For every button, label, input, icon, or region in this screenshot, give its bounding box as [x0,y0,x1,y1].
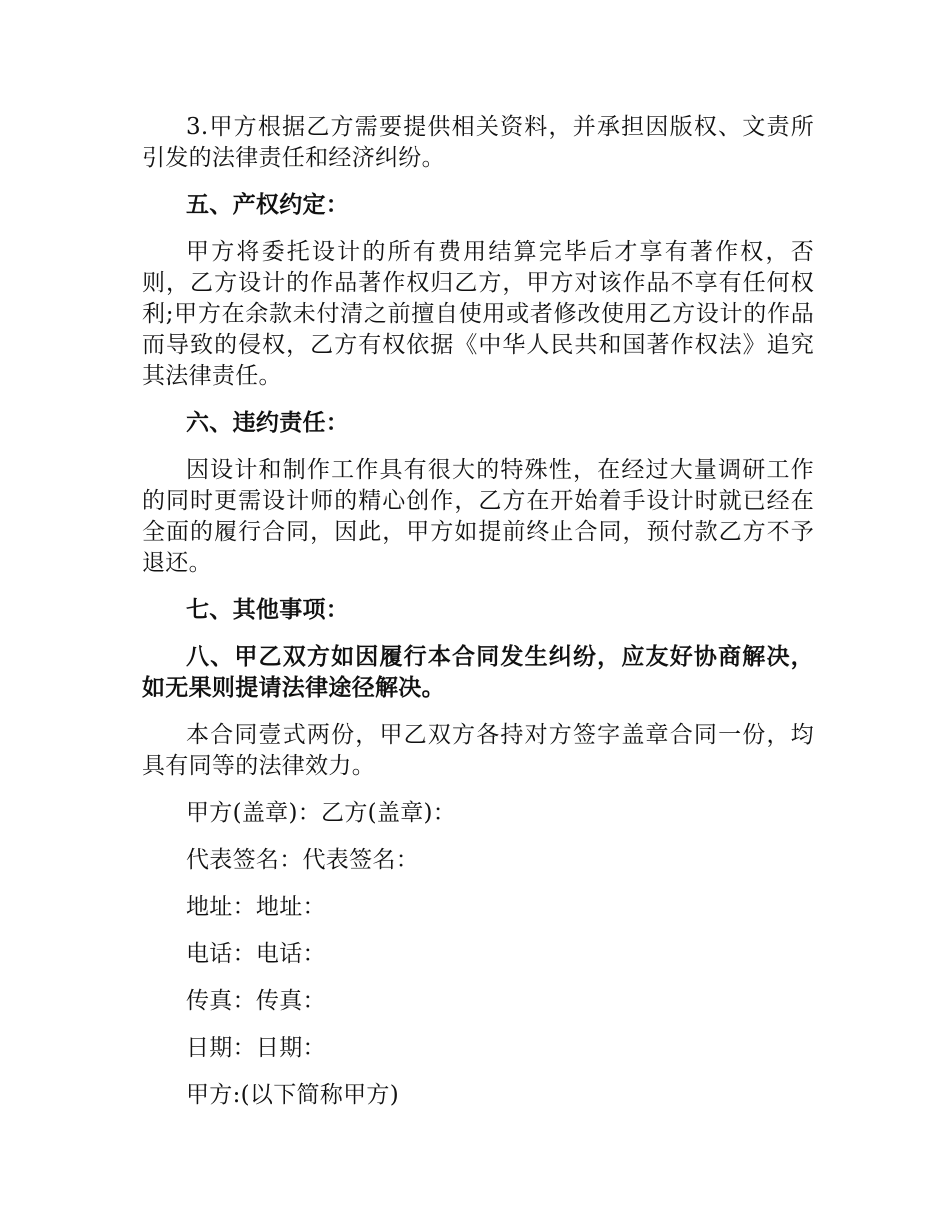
signature-line-phone: 电话：电话： [186,941,326,967]
signature-line-address: 地址：地址： [186,894,326,920]
signature-line-date: 日期：日期： [186,1035,326,1061]
clause-3-paragraph: 3.甲方根据乙方需要提供相关资料，并承担因版权、文责所引发的法律责任和经济纠纷。 [142,114,814,171]
contract-page [142,112,814,1111]
section-6-heading: 六、违约责任： [186,410,350,436]
section-8-heading: 八、甲乙双方如因履行本合同发生纠纷，应友好协商解决，如无果则提请法律途径解决。 [142,644,814,701]
signature-line-seal: 甲方(盖章)：乙方(盖章)： [186,800,457,826]
section-5-paragraph: 甲方将委托设计的所有费用结算完毕后才享有著作权，否则，乙方设计的作品著作权归乙方，甲方对该作品不享有任何权利;甲方在余款未付清之前擅自使用或者修改使用乙方设计的作品而导致的侵权，乙方有权依据《中华人民共和国著作权法》追究其法律责任。 [142,239,814,389]
party-a-definition: 甲方:(以下简称甲方) [186,1082,399,1108]
section-7-heading: 七、其他事项： [186,597,350,623]
signature-line-representative: 代表签名：代表签名： [186,847,419,873]
signature-line-fax: 传真：传真： [186,988,326,1014]
section-6-paragraph: 因设计和制作工作具有很大的特殊性，在经过大量调研工作的同时更需设计师的精心创作，乙方在开始着手设计时就已经在全面的履行合同，因此，甲方如提前终止合同，预付款乙方不予退还。 [142,457,814,576]
copies-statement: 本合同壹式两份，甲乙双方各持对方签字盖章合同一份，均具有同等的法律效力。 [142,722,814,779]
section-5-heading: 五、产权约定： [186,192,350,218]
